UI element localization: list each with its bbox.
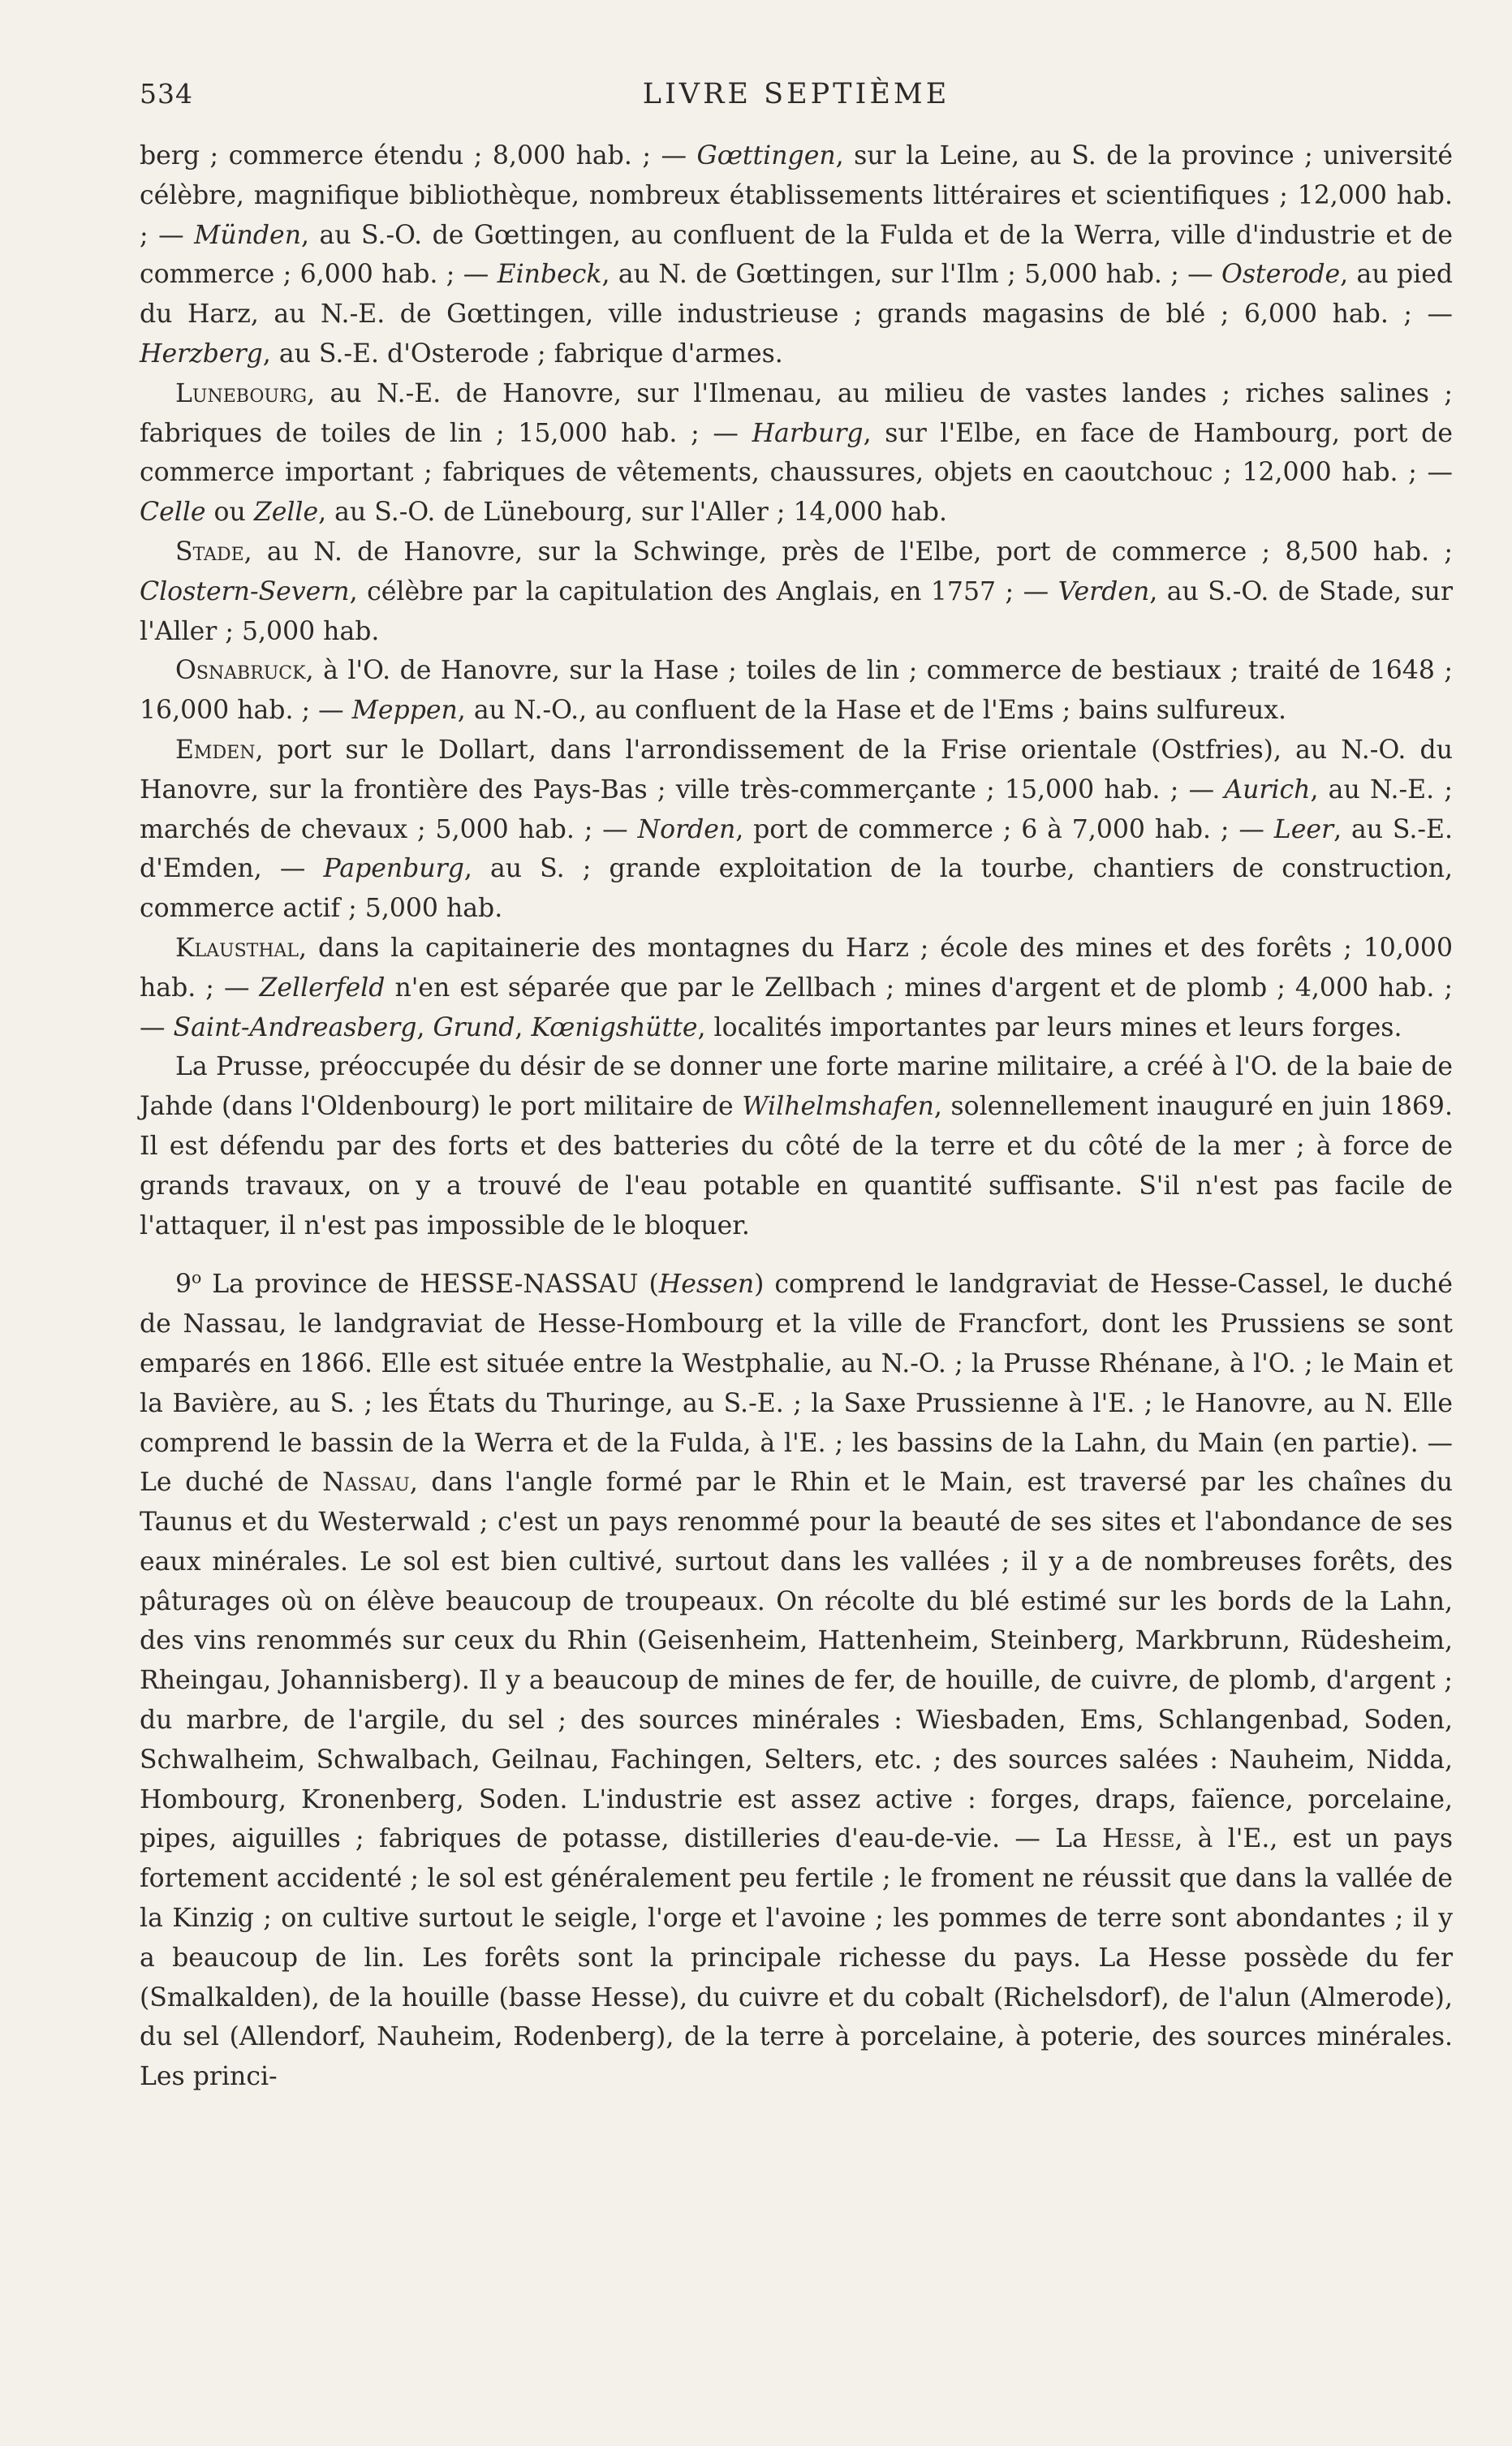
paragraph-klausthal: Klausthal, dans la capitainerie des montagnes du Harz ; école des mines et des forêts ; 10,000 hab. ; — Zellerfeld n'en est séparée que par le Zellbach ; mines d'argent et de plomb ; 4,000 hab. ; — Saint-Andreasberg, Grund, Kœnigshütte, localités importantes par leurs mines et leurs forges. (140, 933, 1453, 1042)
paragraph-stade: Stade, au N. de Hanovre, sur la Schwinge, près de l'Elbe, port de commerce ; 8,500 hab. ; Clostern-Severn, célèbre par la capitulation des Anglais, en 1757 ; — Verden, au S.-O. de Stade, sur l'Aller ; 5,000 hab. (140, 537, 1454, 646)
place-koenigshutte: Kœnigshütte (531, 1012, 698, 1042)
place-hessen: Hessen (658, 1270, 755, 1300)
place-leer: Leer (1273, 814, 1334, 844)
paragraph-prusse-marine: La Prusse, préoccupée du désir de se donner une forte marine militaire, a créé à l'O. de la baie de Jahde (dans l'Oldenbourg) le port militaire de Wilhelmshafen, solennellement inauguré en juin 1869. Il est défendu par des forts et des batteries du côté de la terre et du côté de la mer ; à force de grands travaux, on y a trouvé de l'eau potable en quantité suffisante. S'il n'est pas facile de l'attaquer, il n'est pas impossible de le bloquer. (140, 1052, 1453, 1240)
place-celle: Celle (140, 498, 206, 528)
place-zelle: Zelle (253, 498, 319, 528)
place-einbeck: Einbeck (497, 260, 602, 290)
place-emden: Emden (175, 735, 256, 765)
section-number-sup: o (192, 1267, 202, 1288)
paragraph-goettingen: berg ; commerce étendu ; 8,000 hab. ; — Gœttingen, sur la Leine, au S. de la province ; université célèbre, magnifique bibliothèque, nombreux établissements littéraires et scientifiques ; 12,000 hab. ; — Münden, au S.-O. de Gœttingen, au confluent de la Fulda et de la Werra, ville d'industrie et de commerce ; 6,000 hab. ; — Einbeck, au N. de Gœttingen, sur l'Ilm ; 5,000 hab. ; — Osterode, au pied du Harz, au N.-E. de Gœttingen, ville industrieuse ; grands magasins de blé ; 6,000 hab. ; — Herzberg, au S.-E. d'Osterode ; fabrique d'armes. (140, 141, 1454, 369)
place-wilhelmshafen: Wilhelmshafen (742, 1092, 934, 1122)
paragraph-lunebourg: Lunebourg, au N.-E. de Hanovre, sur l'Ilmenau, au milieu de vastes landes ; riches salines ; fabriques de toiles de lin ; 15,000 hab. ; — Harburg, sur l'Elbe, en face de Hambourg, port de commerce important ; fabriques de vêtements, chaussures, objets en caoutchouc ; 12,000 hab. ; — Celle ou Zelle, au S.-O. de Lünebourg, sur l'Aller ; 14,000 hab. (140, 378, 1453, 528)
paragraph-osnabruck: Osnabruck, à l'O. de Hanovre, sur la Hase ; toiles de lin ; commerce de bestiaux ; traité de 1648 ; 16,000 hab. ; — Meppen, au N.-O., au confluent de la Hase et de l'Ems ; bains sulfureux. (140, 656, 1453, 726)
place-papenburg: Papenburg (323, 854, 464, 884)
place-goettingen: Gœttingen (696, 141, 836, 170)
place-saint-andreasberg: Saint-Andreasberg (173, 1012, 417, 1042)
place-harburg: Harburg (752, 418, 864, 448)
running-title: LIVRE SEPTIÈME (642, 78, 950, 110)
place-hesse: Hesse (1102, 1824, 1175, 1854)
place-meppen: Meppen (351, 696, 458, 726)
page-header (140, 78, 1453, 119)
paragraph-emden: Emden, port sur le Dollart, dans l'arrondissement de la Frise orientale (Ostfries), au N.-O. du Hanovre, sur la frontière des Pays-Bas ; ville très-commerçante ; 15,000 hab. ; — Aurich, au N.-E. ; marchés de chevaux ; 5,000 hab. ; — Norden, port de commerce ; 6 à 7,000 hab. ; — Leer, au S.-E. d'Emden, — Papenburg, au S. ; grande exploitation de la tourbe, chantiers de construction, commerce actif ; 5,000 hab. (140, 735, 1454, 924)
place-osterode: Osterode (1221, 260, 1341, 290)
place-munden: Münden (194, 220, 301, 250)
place-stade: Stade (175, 537, 244, 567)
section-number: 9 (175, 1270, 192, 1300)
place-osnabruck: Osnabruck (175, 656, 306, 686)
place-klausthal: Klausthal (175, 933, 299, 963)
place-aurich: Aurich (1224, 774, 1311, 805)
place-norden: Norden (637, 814, 736, 844)
paragraph-hesse-nassau: 9$^o$ La province de HESSE-NASSAU (Hessen) comprend le landgraviat de Hesse-Cassel, le duché de Nassau, le landgraviat de Hesse-Hombourg et la ville de Francfort, dont les Prussiens se sont emparés en 1866. Elle est située entre la Westphalie, au N.-O. ; la Prusse Rhénane, à l'O. ; le Main et la Bavière, au S. ; les États du Thuringe, au S.-E. ; la Saxe Prussienne à l'E. ; le Hanovre, au N. Elle comprend le bassin de la Werra et de la Fulda, à l'E. ; les bassins de la Lahn, du Main (en partie). — Le duché de Nassau, dans l'angle formé par le Rhin et le Main, est traversé par les chaînes du Taunus et du Westerwald ; c'est un pays renommé pour la beauté de ses sites et l'abondance de ses eaux minérales. Le sol est bien cultivé, surtout dans les vallées ; il y a de nombreuses forêts, des pâturages où on élève beaucoup de troupeaux. On récolte du blé estimé sur les bords de la Lahn, des vins renommés sur ceux du Rhin (Geisenheim, Hattenheim, Steinberg, Markbrunn, Rüdesheim, Rheingau, Johannisberg). Il y a beaucoup de mines de fer, de houille, de cuivre, de plomb, d'argent ; du marbre, de l'argile, du sel ; des sources minérales : Wiesbaden, Ems, Schlangenbad, Soden, Schwalheim, Schwalbach, Geilnau, Fachingen, Selters, etc. ; des sources salées : Nauheim, Nidda, Hombourg, Kronenberg, Soden. L'industrie est assez active : forges, draps, faïence, porcelaine, pipes, aiguilles ; fabriques de potasse, distilleries d'eau-de-vie. — La Hesse, à l'E., est un pays fortement accidenté ; le sol est généralement peu fertile ; le froment ne réussit que dans la vallée de la Kinzig ; on cultive surtout le seigle, l'orge et l'avoine ; les pommes de terre sont abondantes ; il y a beaucoup de lin. Les forêts sont la principale richesse du pays. La Hesse possède du fer (Smalkalden), de la houille (basse Hesse), du cuivre et du cobalt (Richelsdorf), de l'alun (Almerode), du sel (Allendorf, Nauheim, Rodenberg), de la terre à porcelaine, à poterie, des sources minérales. Les princi- (140, 1267, 1454, 2092)
place-nassau: Nassau (322, 1468, 410, 1498)
body-text (140, 136, 1453, 2097)
place-herzberg: Herzberg (140, 339, 263, 369)
place-verden: Verden (1058, 576, 1150, 606)
place-lunebourg: Lunebourg (175, 378, 308, 408)
place-grund: Grund (433, 1012, 515, 1042)
page-number: 534 (140, 78, 193, 110)
place-zellerfeld: Zellerfeld (259, 973, 386, 1003)
place-clostern-severn: Clostern-Severn (140, 576, 350, 606)
